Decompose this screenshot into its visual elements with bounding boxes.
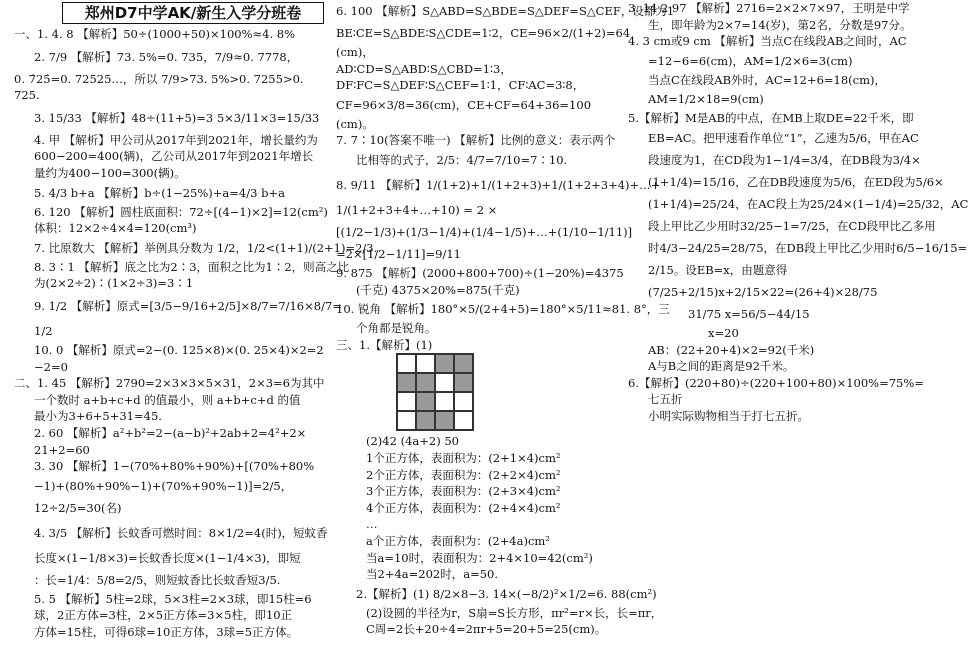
- answer-line: 3. 14 2 97 【解析】2716=2×2×7×97，王明是中学: [628, 1, 910, 15]
- answer-line: 当点C在线段AB外时，AC=12+6=18(cm)，: [648, 72, 886, 87]
- answer-line: 小明实际购物相当于打七五折。: [648, 408, 809, 423]
- answer-line: 当a=10时，表面积为：2+4×10=42(cm²): [366, 550, 593, 565]
- answer-line: 600−200=400(辆)，乙公司从2017年到2021年增长: [34, 149, 314, 164]
- answer-line: (千克) 4375×20%=875(千克): [356, 282, 520, 297]
- answer-line: −2=0: [34, 359, 68, 374]
- answer-line: 4. 甲 【解析】甲公司从2017年到2021年，增长量约为: [34, 132, 318, 147]
- grid-cell-shaded: [416, 373, 435, 392]
- grid-cell-shaded: [454, 373, 473, 392]
- answer-line: AB：(22+20+4)×2=92(千米): [648, 342, 815, 357]
- answer-line: 6. 100 【解析】S△ABD=S△BDE=S△DEF=S△CEF，设都为1: [336, 4, 675, 18]
- answer-line: −1)+(80%+90%−1)+(70%+90%−1)]=2/5，: [34, 478, 293, 493]
- answer-line: 2. 7/9 【解析】73. 5%=0. 735，7/9≈0. 7778，: [34, 49, 299, 64]
- answer-line: 0. 7̇25̇=0. 72525…，所以 7/9>73. 5%>0. 7255>0.: [14, 71, 304, 86]
- grid-cell: [435, 392, 454, 411]
- grid-cell-shaded: [435, 354, 454, 373]
- grid-cell: [435, 373, 454, 392]
- answer-line: 段上甲比乙少用时32/25−1=7/25，在CD段甲比乙多用: [648, 218, 936, 233]
- answer-line: …: [366, 517, 378, 532]
- grid-cell: [397, 354, 416, 373]
- answer-line: 1/2: [34, 323, 53, 338]
- answer-line: ：长=1/4：5/8=2/5，则短蚊香比长蚊香短3/5.: [34, 572, 281, 587]
- answer-line: (cm)，: [336, 45, 374, 59]
- answer-line: 最小为3+6+5+31=45.: [34, 409, 162, 424]
- answer-line: 2. 60 【解析】a²+b²=2−(a−b)²+2ab+2=4²+2×: [34, 425, 307, 440]
- answer-line: 5. 4/3 b+a 【解析】b÷(1−25%)+a=4/3 b+a: [34, 185, 285, 200]
- answer-line: 2/15。设EB=x，由题意得: [648, 262, 788, 277]
- answer-line: DF∶FC=S△DEF∶S△CEF=1∶1，CF∶AC=3∶8，: [336, 78, 585, 93]
- answer-line: 8. 3∶1 【解析】底之比为2∶3，面积之比为1∶2，则高之比: [34, 259, 350, 274]
- grid-cell-shaded: [416, 392, 435, 411]
- grid-cell: [416, 354, 435, 373]
- answer-line: (2)设圆的半径为r，S扇=S长方形，πr²=r×长，长=πr，: [366, 605, 663, 620]
- answer-line: 3. 15/33 【解析】48÷(11+5)=3 5×3/11×3=15/33: [34, 110, 320, 125]
- answer-line: 4个正方体，表面积为：(2+4×4)cm²: [366, 500, 561, 515]
- answer-line: 时4/3−24/25=28/75，在DB段上甲比乙少用时6/5−16/15=: [648, 240, 968, 255]
- answer-line: 21+2=60: [34, 442, 90, 457]
- grid-cell: [454, 392, 473, 411]
- answer-line: 体积：12×2÷4×4=120(cm³): [34, 221, 197, 236]
- answer-line: 一、1. 4. 8 【解析】50÷(1000+50)×100%≈4. 8%: [14, 27, 296, 41]
- page-title: 郑州D7中学AK/新生入学分班卷: [62, 2, 324, 24]
- answer-line: A与B之间的距离是92千米。: [648, 359, 795, 374]
- answer-line: 比相等的式子，2/5：4/7=7/10=7∶10.: [356, 152, 568, 167]
- answer-line: 7. 比原数大 【解析】举例具分数为 1/2，1/2<(1+1)/(2+1)=2/3.: [34, 240, 378, 255]
- answer-line: AD∶CD=S△ABD∶S△CBD=1∶3，: [336, 61, 512, 76]
- answer-line: (1+1/4)=15/16，乙在DB段速度为5/6，在ED段为5/6×: [648, 174, 944, 189]
- answer-line: 6. 120 【解析】圆柱底面积：72÷[(4−1)×2]=12(cm²): [34, 204, 328, 219]
- answer-line: 一个数时 a+b+c+d 的值最小，则 a+b+c+d 的值: [34, 392, 301, 407]
- grid-cell-shaded: [397, 373, 416, 392]
- answer-line: 4. 3/5 【解析】长蚊香可燃时间：8×1/2=4(时)，短蚊香: [34, 525, 328, 540]
- answer-line: AM=1/2×18=9(cm): [648, 92, 764, 107]
- answer-line: 9. 875 【解析】(2000+800+700)÷(1−20%)=4375: [336, 265, 624, 280]
- answer-line: CF=96×3/8=36(cm)，CE+CF=64+36=100: [336, 97, 592, 112]
- answer-line: 7. 7∶10(答案不唯一) 【解析】比例的意义：表示两个: [336, 133, 616, 148]
- answer-line: 5.【解析】M是AB的中点，在MB上取DE=22千米，即: [628, 111, 914, 126]
- answer-column-3: [628, 0, 968, 425]
- answer-line: 2.【解析】(1) 8/2×8−3. 14×(−8/2)²×1/2=6. 88(cm²): [356, 586, 657, 601]
- answer-line: (7/25+2/15)x+2/15×22=(26+4)×28/75: [648, 284, 878, 299]
- answer-line: 当2+4a=202时，a=50.: [366, 567, 498, 582]
- answer-line: C周=2长+20÷4=2πr+5=20+5=25(cm)。: [366, 622, 607, 637]
- answer-line: (cm)。: [336, 116, 374, 131]
- grid-cell-shaded: [416, 411, 435, 430]
- answer-line: 生，即年龄为2×7=14(岁)，第2名，分数是97分。: [648, 17, 912, 32]
- answer-line: 9. 1/2 【解析】原式=[3/5−9/16+2/5]×8/7=7/16×8/7=: [34, 298, 342, 313]
- answer-line: EB=AC。把甲速看作单位“1”，乙速为5/6，甲在AC: [648, 130, 919, 145]
- answer-line: 个角都是锐角。: [356, 321, 437, 336]
- answer-line: a个正方体，表面积为：(2+4a)cm²: [366, 533, 550, 548]
- answer-line: 3个正方体，表面积为：(2+3×4)cm²: [366, 484, 561, 499]
- answer-line: 七五折: [648, 392, 683, 407]
- answer-line: 12÷2/5=30(名): [34, 500, 122, 515]
- answer-line: (1+1/4)=25/24，在AC段上为25/24×(1−1/4)=25/32，AC: [648, 196, 968, 211]
- answer-line: =2×[1/2−1/11]=9/11: [336, 246, 461, 261]
- answer-line: 长度×(1−1/8×3)=长蚊香长度×(1−1/4×3)，即短: [34, 550, 301, 565]
- answer-line: (2)42 (4a+2) 50: [366, 434, 459, 449]
- answer-line: =12−6=6(cm)，AM=1/2×6=3(cm): [648, 53, 853, 68]
- answer-line: 10. 锐角 【解析】180°×5/(2+4+5)=180°×5/11≈81. 8°，三: [336, 302, 670, 317]
- answer-line: [(1/2−1/3)+(1/3−1/4)+(1/4−1/5)+…+(1/10−1/11)]: [336, 224, 633, 239]
- grid-cell-shaded: [435, 411, 454, 430]
- answer-line: 6.【解析】(220+80)÷(220+100+80)×100%=75%=: [628, 375, 924, 390]
- answer-line: 量约为400−100=300(辆)。: [34, 165, 186, 180]
- answer-line: 方体=15柱，可得6球=10正方体，3球=5正方体。: [34, 624, 299, 639]
- grid-cell: [397, 411, 416, 430]
- answer-line: 10. 0 【解析】原式=2−(0. 125×8)×(0. 25×4)×2=2: [34, 342, 324, 357]
- answer-line: 2个正方体，表面积为：(2+2×4)cm²: [366, 467, 561, 482]
- answer-line: 5. 5 【解析】5柱=2球，5×3柱=2×3球，即15柱=6: [34, 591, 312, 606]
- answer-line: 3. 30 【解析】1−(70%+80%+90%)+[(70%+80%: [34, 459, 315, 474]
- answer-line: x=20: [708, 325, 739, 340]
- answer-line: 31/75 x=56/5−44/15: [688, 306, 810, 321]
- square-grid-figure: [396, 353, 474, 431]
- answer-line: 725.: [14, 88, 40, 103]
- answer-line: 1个正方体，表面积为：(2+1×4)cm²: [366, 450, 561, 465]
- answer-line: BE∶CE=S△BDE∶S△CDE=1∶2，CE=96×2/(1+2)=64: [336, 26, 631, 40]
- answer-line: 1/(1+2+3+4+…+10) = 2 ×: [336, 202, 498, 217]
- grid-cell: [454, 411, 473, 430]
- answer-column-1: [14, 0, 378, 640]
- answer-line: 三、1.【解析】(1): [336, 337, 433, 352]
- answer-line: 段速度为1，在CD段为1−1/4=3/4，在DB段为3/4×: [648, 152, 921, 167]
- grid-cell-shaded: [454, 354, 473, 373]
- answer-line: 二、1. 45 【解析】2790=2×3×3×5×31，2×3=6为其中: [14, 376, 325, 391]
- answer-line: 8. 9/11 【解析】1/(1+2)+1/(1+2+3)+1/(1+2+3+4)+…+: [336, 177, 661, 192]
- grid-cell: [397, 392, 416, 411]
- answer-line: 4. 3 cm或9 cm 【解析】当点C在线段AB之间时，AC: [628, 34, 907, 49]
- answer-line: 为(2×2÷2)∶(1×2÷3)=3∶1: [34, 276, 194, 291]
- answer-line: 球，2正方体=3柱，2×5正方体=3×5柱，即10正: [34, 608, 293, 623]
